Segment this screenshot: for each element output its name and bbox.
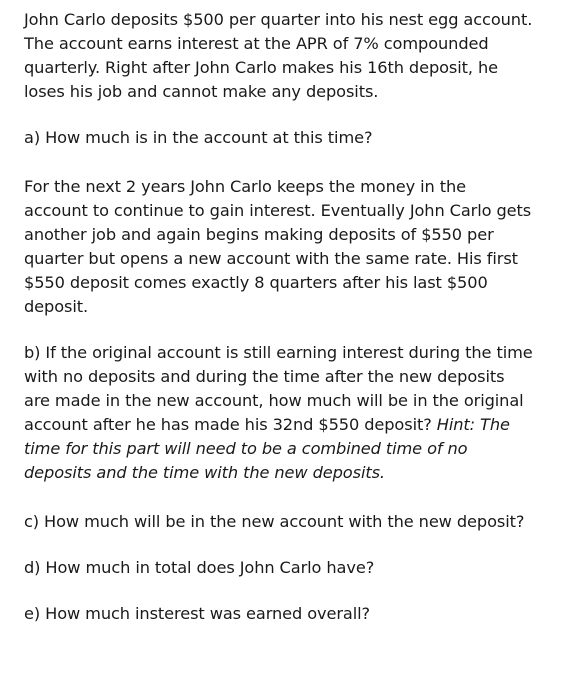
context-paragraph: For the next 2 years John Carlo keeps the money in the account to continue to gain interest. Eventually John Carlo gets another job and again begins making deposits of $550 per quarter but opens a new account with the same rate. His first $550 deposit comes exactly 8 quarters after his last $500 deposit. — [24, 177, 532, 316]
question-b-hint: Hint: The time for this part will need to be a combined time of no deposits and the time with the new deposits. — [24, 415, 510, 482]
question-d: d) How much in total does John Carlo have? — [24, 558, 375, 577]
question-c: c) How much will be in the new account with the new deposit? — [24, 512, 525, 531]
question-e: e) How much insterest was earned overall? — [24, 604, 371, 623]
problem-document — [24, 8, 534, 626]
intro-paragraph: John Carlo deposits $500 per quarter into his nest egg account. The account earns interest at the APR of 7% compounded quarterly. Right after John Carlo makes his 16th deposit, he loses his job and cannot make any deposits. — [24, 10, 533, 101]
question-b — [24, 341, 534, 485]
question-b-text: b) If the original account is still earning interest during the time with no deposits and during the time after the new deposits are made in the new account, how much will be in the original account after he has made his 32nd $550 deposit? — [24, 343, 533, 434]
question-a: a) How much is in the account at this time? — [24, 128, 373, 147]
